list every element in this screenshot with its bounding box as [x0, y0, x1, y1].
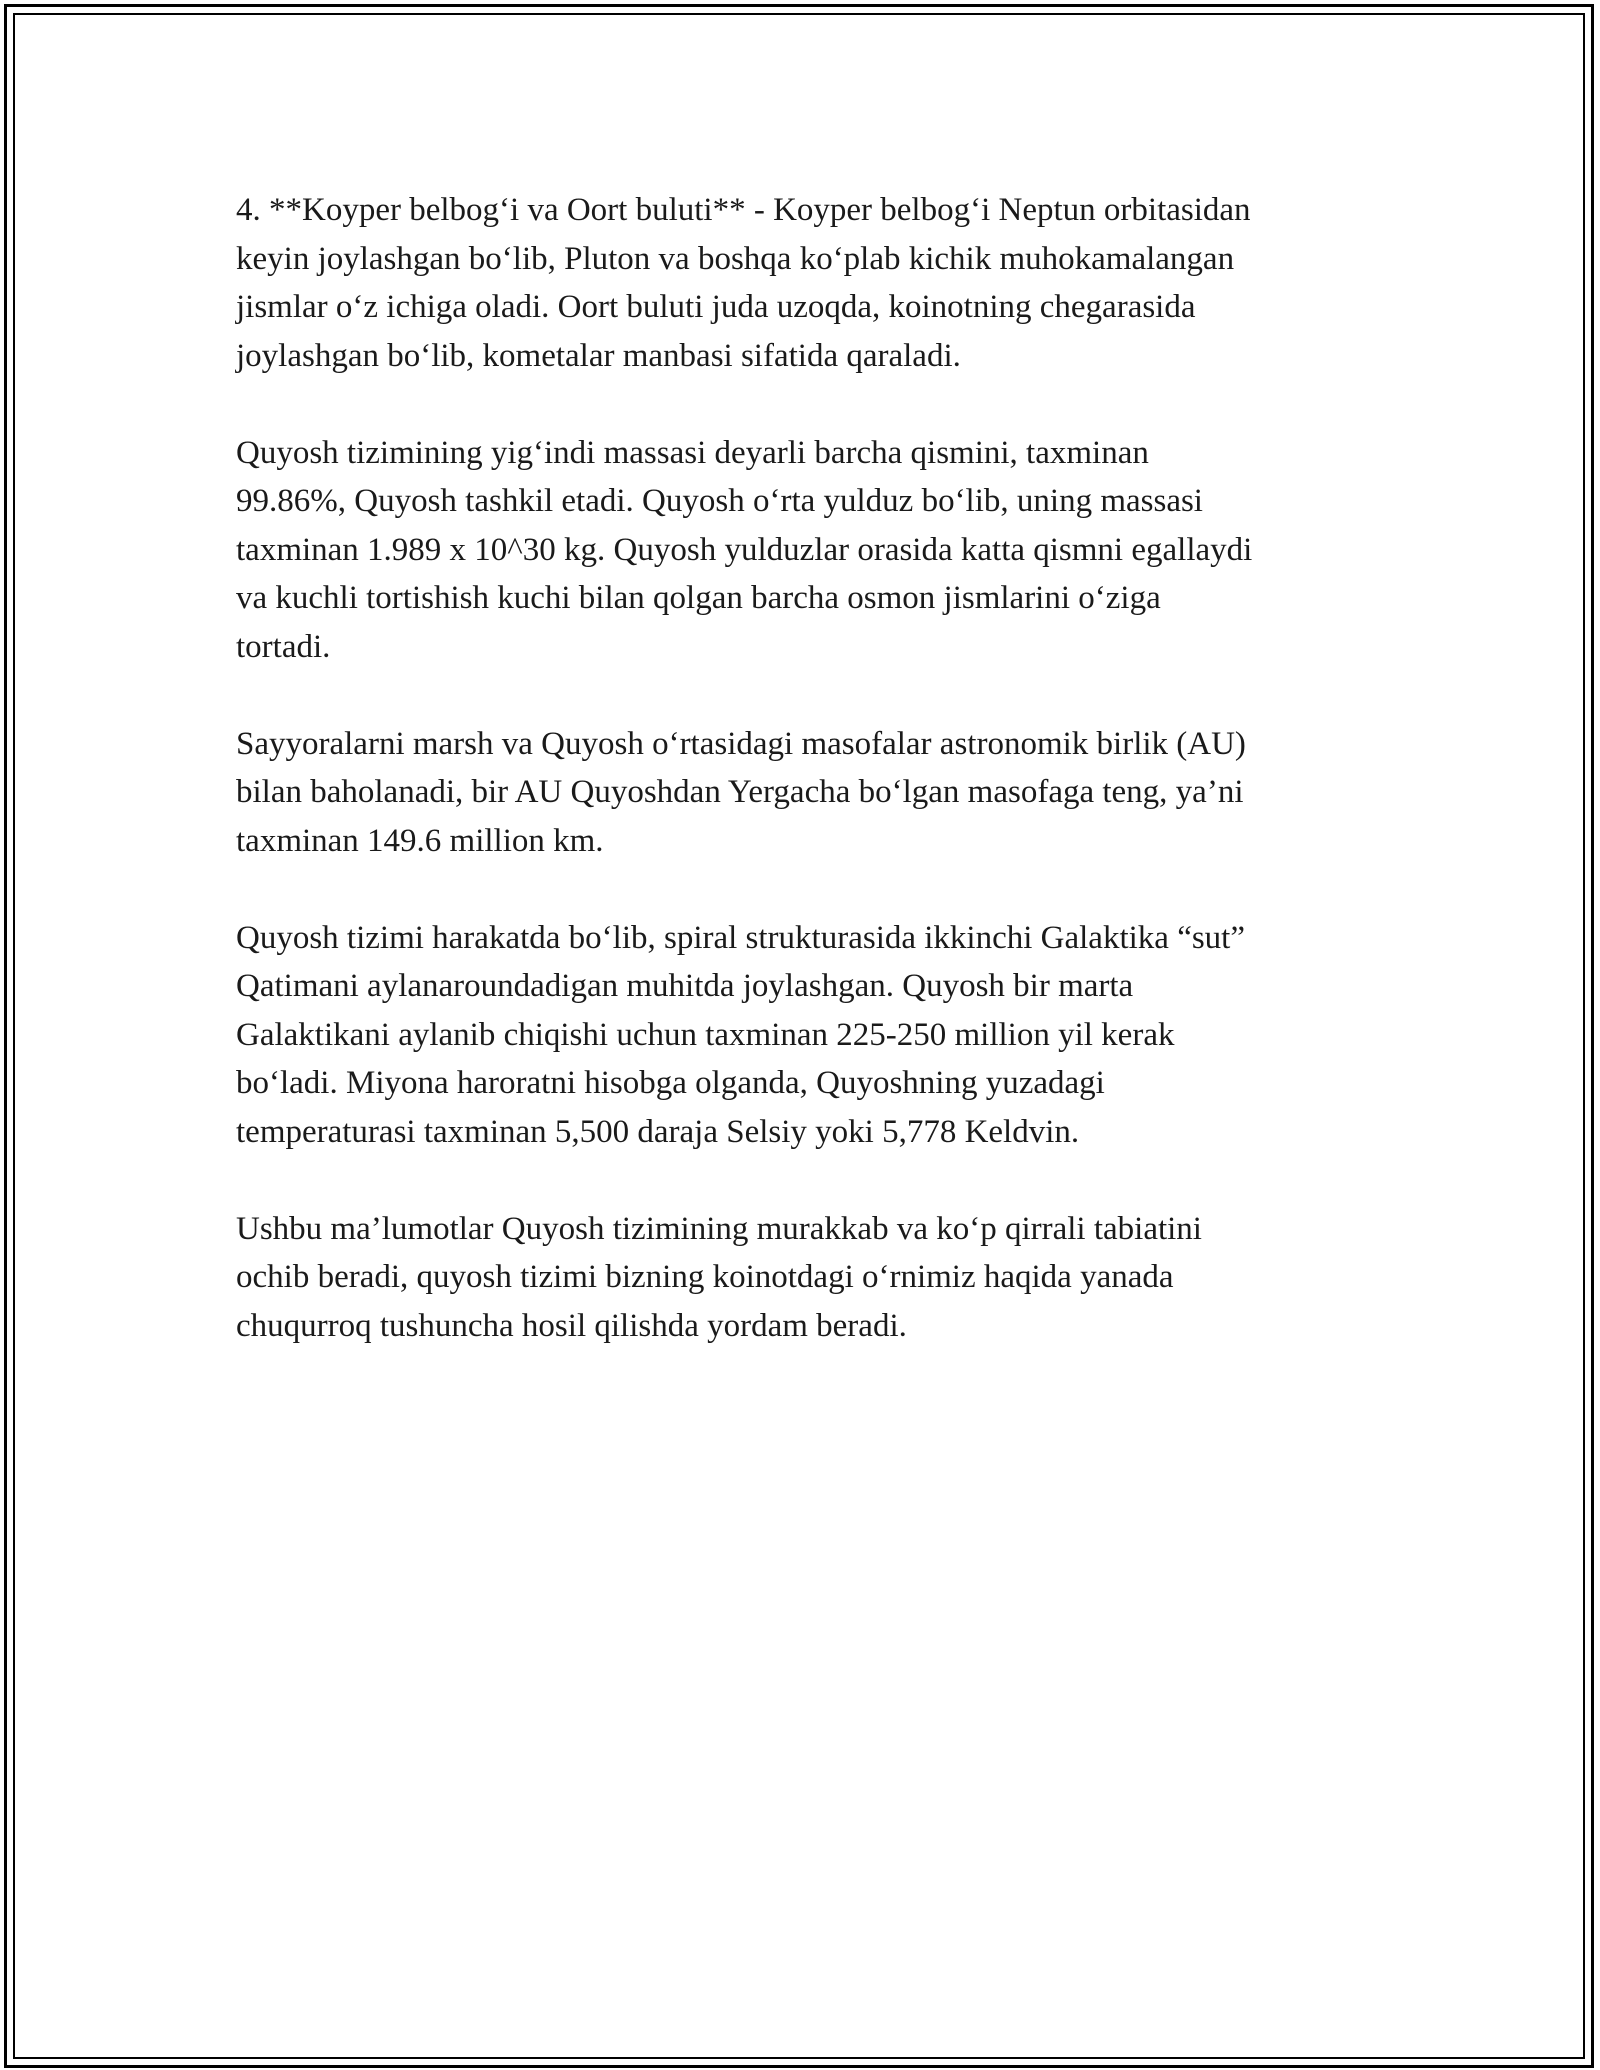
text-line: Galaktikani aylanib chiqishi uchun taxminan 225-250 million yil kerak — [236, 1016, 1175, 1053]
text-line: va kuchli tortishish kuchi bilan qolgan barcha osmon jismlarini o‘ziga — [236, 580, 1161, 616]
text-line: taxminan 149.6 million km. — [236, 822, 604, 859]
text-line: Sayyoralarni marsh va Quyosh o‘rtasidagi masofalar astronomik birlik (AU) — [236, 725, 1246, 762]
text-line: joylashgan bo‘lib, kometalar manbasi sifatida qaraladi. — [236, 337, 961, 374]
text-line: Qatimani aylanaroundadigan muhitda joylashgan. Quyosh bir marta — [236, 968, 1134, 1004]
paragraph-galactic-motion — [236, 914, 1396, 1157]
text-line: tortadi. — [236, 628, 331, 665]
text-line: 99.86%, Quyosh tashkil etadi. Quyosh o‘rta yulduz bo‘lib, uning massasi — [236, 483, 1203, 519]
text-line: chuqurroq tushuncha hosil qilishda yordam beradi. — [236, 1307, 907, 1344]
text-line: 4. **Koyper belbog‘i va Oort buluti** - Koyper belbog‘i Neptun orbitasidan — [236, 192, 1251, 228]
text-line: ochib beradi, quyosh tizimi bizning koinotdagi o‘rnimiz haqida yanada — [236, 1259, 1174, 1295]
document-body — [236, 186, 1396, 1399]
text-line: bo‘ladi. Miyona haroratni hisobga olganda, Quyoshning yuzadagi — [236, 1065, 1105, 1101]
text-line: keyin joylashgan bo‘lib, Pluton va boshqa ko‘plab kichik muhokamalangan — [236, 240, 1235, 277]
paragraph-conclusion — [236, 1205, 1396, 1351]
text-line: Quyosh tizimi harakatda bo‘lib, spiral strukturasida ikkinchi Galaktika “sut” — [236, 919, 1245, 956]
text-line: temperaturasi taxminan 5,500 daraja Selsiy yoki 5,778 Keldvin. — [236, 1113, 1080, 1150]
text-line: Quyosh tizimining yig‘indi massasi deyarli barcha qismini, taxminan — [236, 434, 1149, 471]
text-line: taxminan 1.989 x 10^30 kg. Quyosh yulduzlar orasida katta qismni egallaydi — [236, 531, 1253, 568]
text-line: jismlar o‘z ichiga oladi. Oort buluti juda uzoqda, koinotning chegarasida — [236, 289, 1196, 325]
text-line: bilan baholanadi, bir AU Quyoshdan Yergacha bo‘lgan masofaga teng, ya’ni — [236, 774, 1244, 810]
text-line: Ushbu ma’lumotlar Quyosh tizimining murakkab va ko‘p qirrali tabiatini — [236, 1210, 1202, 1247]
paragraph-solar-mass — [236, 429, 1396, 672]
paragraph-kuiper-oort — [236, 186, 1396, 380]
paragraph-astronomical-unit — [236, 720, 1396, 866]
